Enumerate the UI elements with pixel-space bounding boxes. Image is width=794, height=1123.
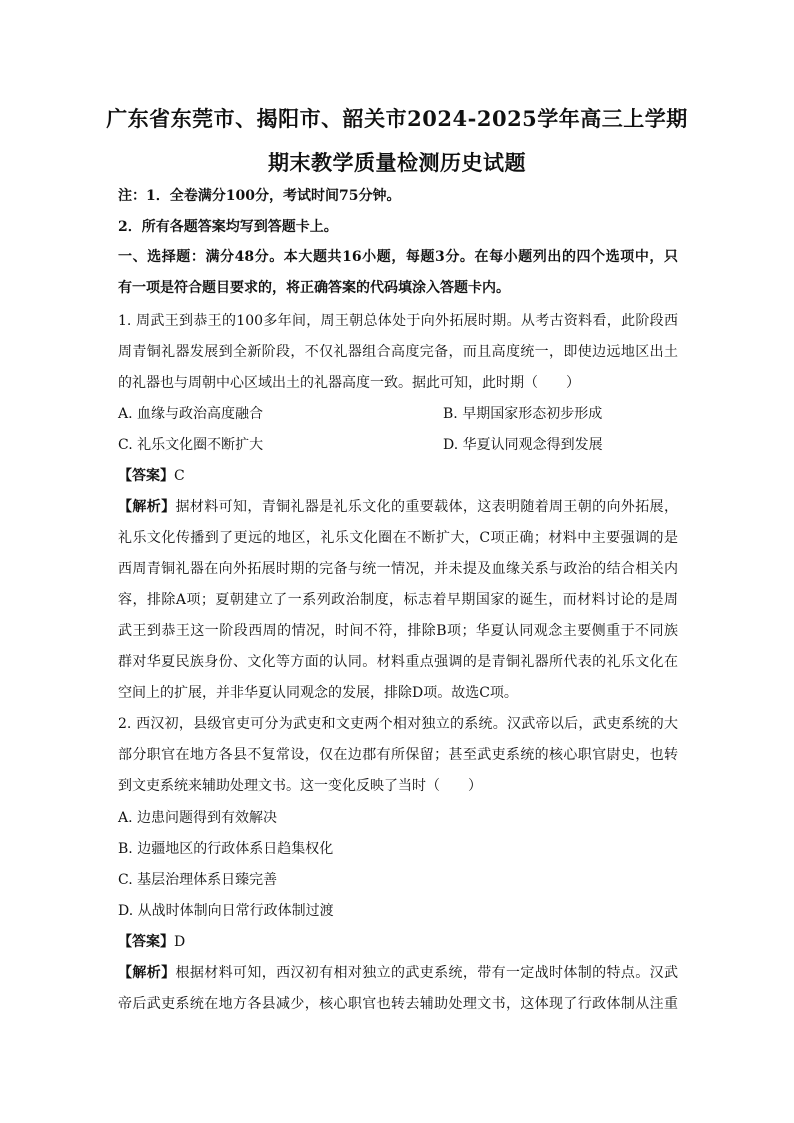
q1-option-c: C. 礼乐文化圈不断扩大 xyxy=(118,437,264,453)
q1-analysis-line-4: 容，排除A项；夏朝建立了一系列政治制度，标志着早期国家的诞生，而材料讨论的是周 xyxy=(118,592,678,608)
title-line-1: 广东省东莞市、揭阳市、韶关市2024-2025学年高三上学期 xyxy=(106,106,688,131)
q2-analysis-text-1: 根据材料可知，西汉初有相对独立的武吏系统，带有一定战时体制的特点。汉武 xyxy=(175,965,679,981)
q1-analysis-line-3: 西周青铜礼器在向外拓展时期的完备与统一情况，并未提及血缘关系与政治的结合相关内 xyxy=(118,561,678,577)
q1-analysis-line-6: 群对华夏民族身份、文化等方面的认同。材料重点强调的是青铜礼器所代表的礼乐文化在 xyxy=(118,654,678,670)
q1-option-b: B. 早期国家形态初步形成 xyxy=(443,406,603,422)
q2-analysis-tag: 【解析】 xyxy=(118,965,176,981)
q2-option-d: D. 从战时体制向日常行政体制过渡 xyxy=(118,903,334,919)
q1-stem-line-3: 的礼器也与周朝中心区域出土的礼器高度一致。据此可知，此时期（ ） xyxy=(118,375,580,391)
q1-answer-value: C xyxy=(174,468,185,484)
note-2: 2．所有各题答案均写到答题卡上。 xyxy=(118,219,338,235)
q1-analysis-line-7: 空间上的扩展，并非华夏认同观念的发展，排除D项。故选C项。 xyxy=(118,685,518,701)
q1-analysis-tag: 【解析】 xyxy=(118,499,176,515)
title-line-2: 期末教学质量检测历史试题 xyxy=(268,150,526,175)
q2-stem-line-2: 部分职官在地方各县不复常设，仅在边郡有所保留；甚至武吏系统的核心职官尉史，也转 xyxy=(118,747,678,763)
q2-option-c: C. 基层治理体系日臻完善 xyxy=(118,872,278,888)
q2-stem-line-3: 到文吏系统来辅助处理文书。这一变化反映了当时（ ） xyxy=(118,778,482,794)
q2-option-b: B. 边疆地区的行政体系日趋集权化 xyxy=(118,841,334,857)
q1-answer xyxy=(118,466,678,486)
note-1: 注：1．全卷满分100分，考试时间75分钟。 xyxy=(118,188,401,204)
q1-stem-line-2: 周青铜礼器发展到全新阶段，不仅礼器组合高度完备，而且高度统一，即使边远地区出土 xyxy=(118,344,678,360)
q2-answer-value: D xyxy=(174,934,186,950)
q1-analysis-line-1 xyxy=(118,497,678,517)
q1-analysis-line-2: 礼乐文化传播到了更远的地区，礼乐文化圈在不断扩大，C项正确；材料中主要强调的是 xyxy=(118,530,678,546)
q2-stem-line-1: 2. 西汉初，县级官吏可分为武吏和文吏两个相对独立的系统。汉武帝以后，武吏系统的大 xyxy=(118,716,678,732)
section-instruction-line-1: 一、选择题：满分48分。本大题共16小题，每题3分。在每小题列出的四个选项中，只 xyxy=(118,249,678,265)
q1-stem-line-1: 1. 周武王到恭王的100多年间，周王朝总体处于向外拓展时期。从考古资料看，此阶段西 xyxy=(118,313,678,329)
q1-answer-tag: 【答案】 xyxy=(118,468,174,484)
q2-analysis-line-1 xyxy=(118,963,678,983)
q1-option-d: D. 华夏认同观念得到发展 xyxy=(443,437,603,453)
q2-analysis-line-2: 帝后武吏系统在地方各县减少，核心职官也转去辅助处理文书，这体现了行政体制从注重 xyxy=(118,996,678,1012)
q1-analysis-text-1: 据材料可知，青铜礼器是礼乐文化的重要载体，这表明随着周王朝的向外拓展， xyxy=(175,499,679,515)
q2-option-a: A. 边患问题得到有效解决 xyxy=(118,810,278,826)
section-instruction-line-2: 有一项是符合题目要求的，将正确答案的代码填涂入答题卡内。 xyxy=(118,280,510,296)
q1-analysis-line-5: 武王到恭王这一阶段西周的情况，时间不符，排除B项；华夏认同观念主要侧重于不同族 xyxy=(118,623,678,639)
q2-answer-tag: 【答案】 xyxy=(118,934,174,950)
q2-answer xyxy=(118,932,678,952)
q1-option-a: A. 血缘与政治高度融合 xyxy=(118,406,264,422)
